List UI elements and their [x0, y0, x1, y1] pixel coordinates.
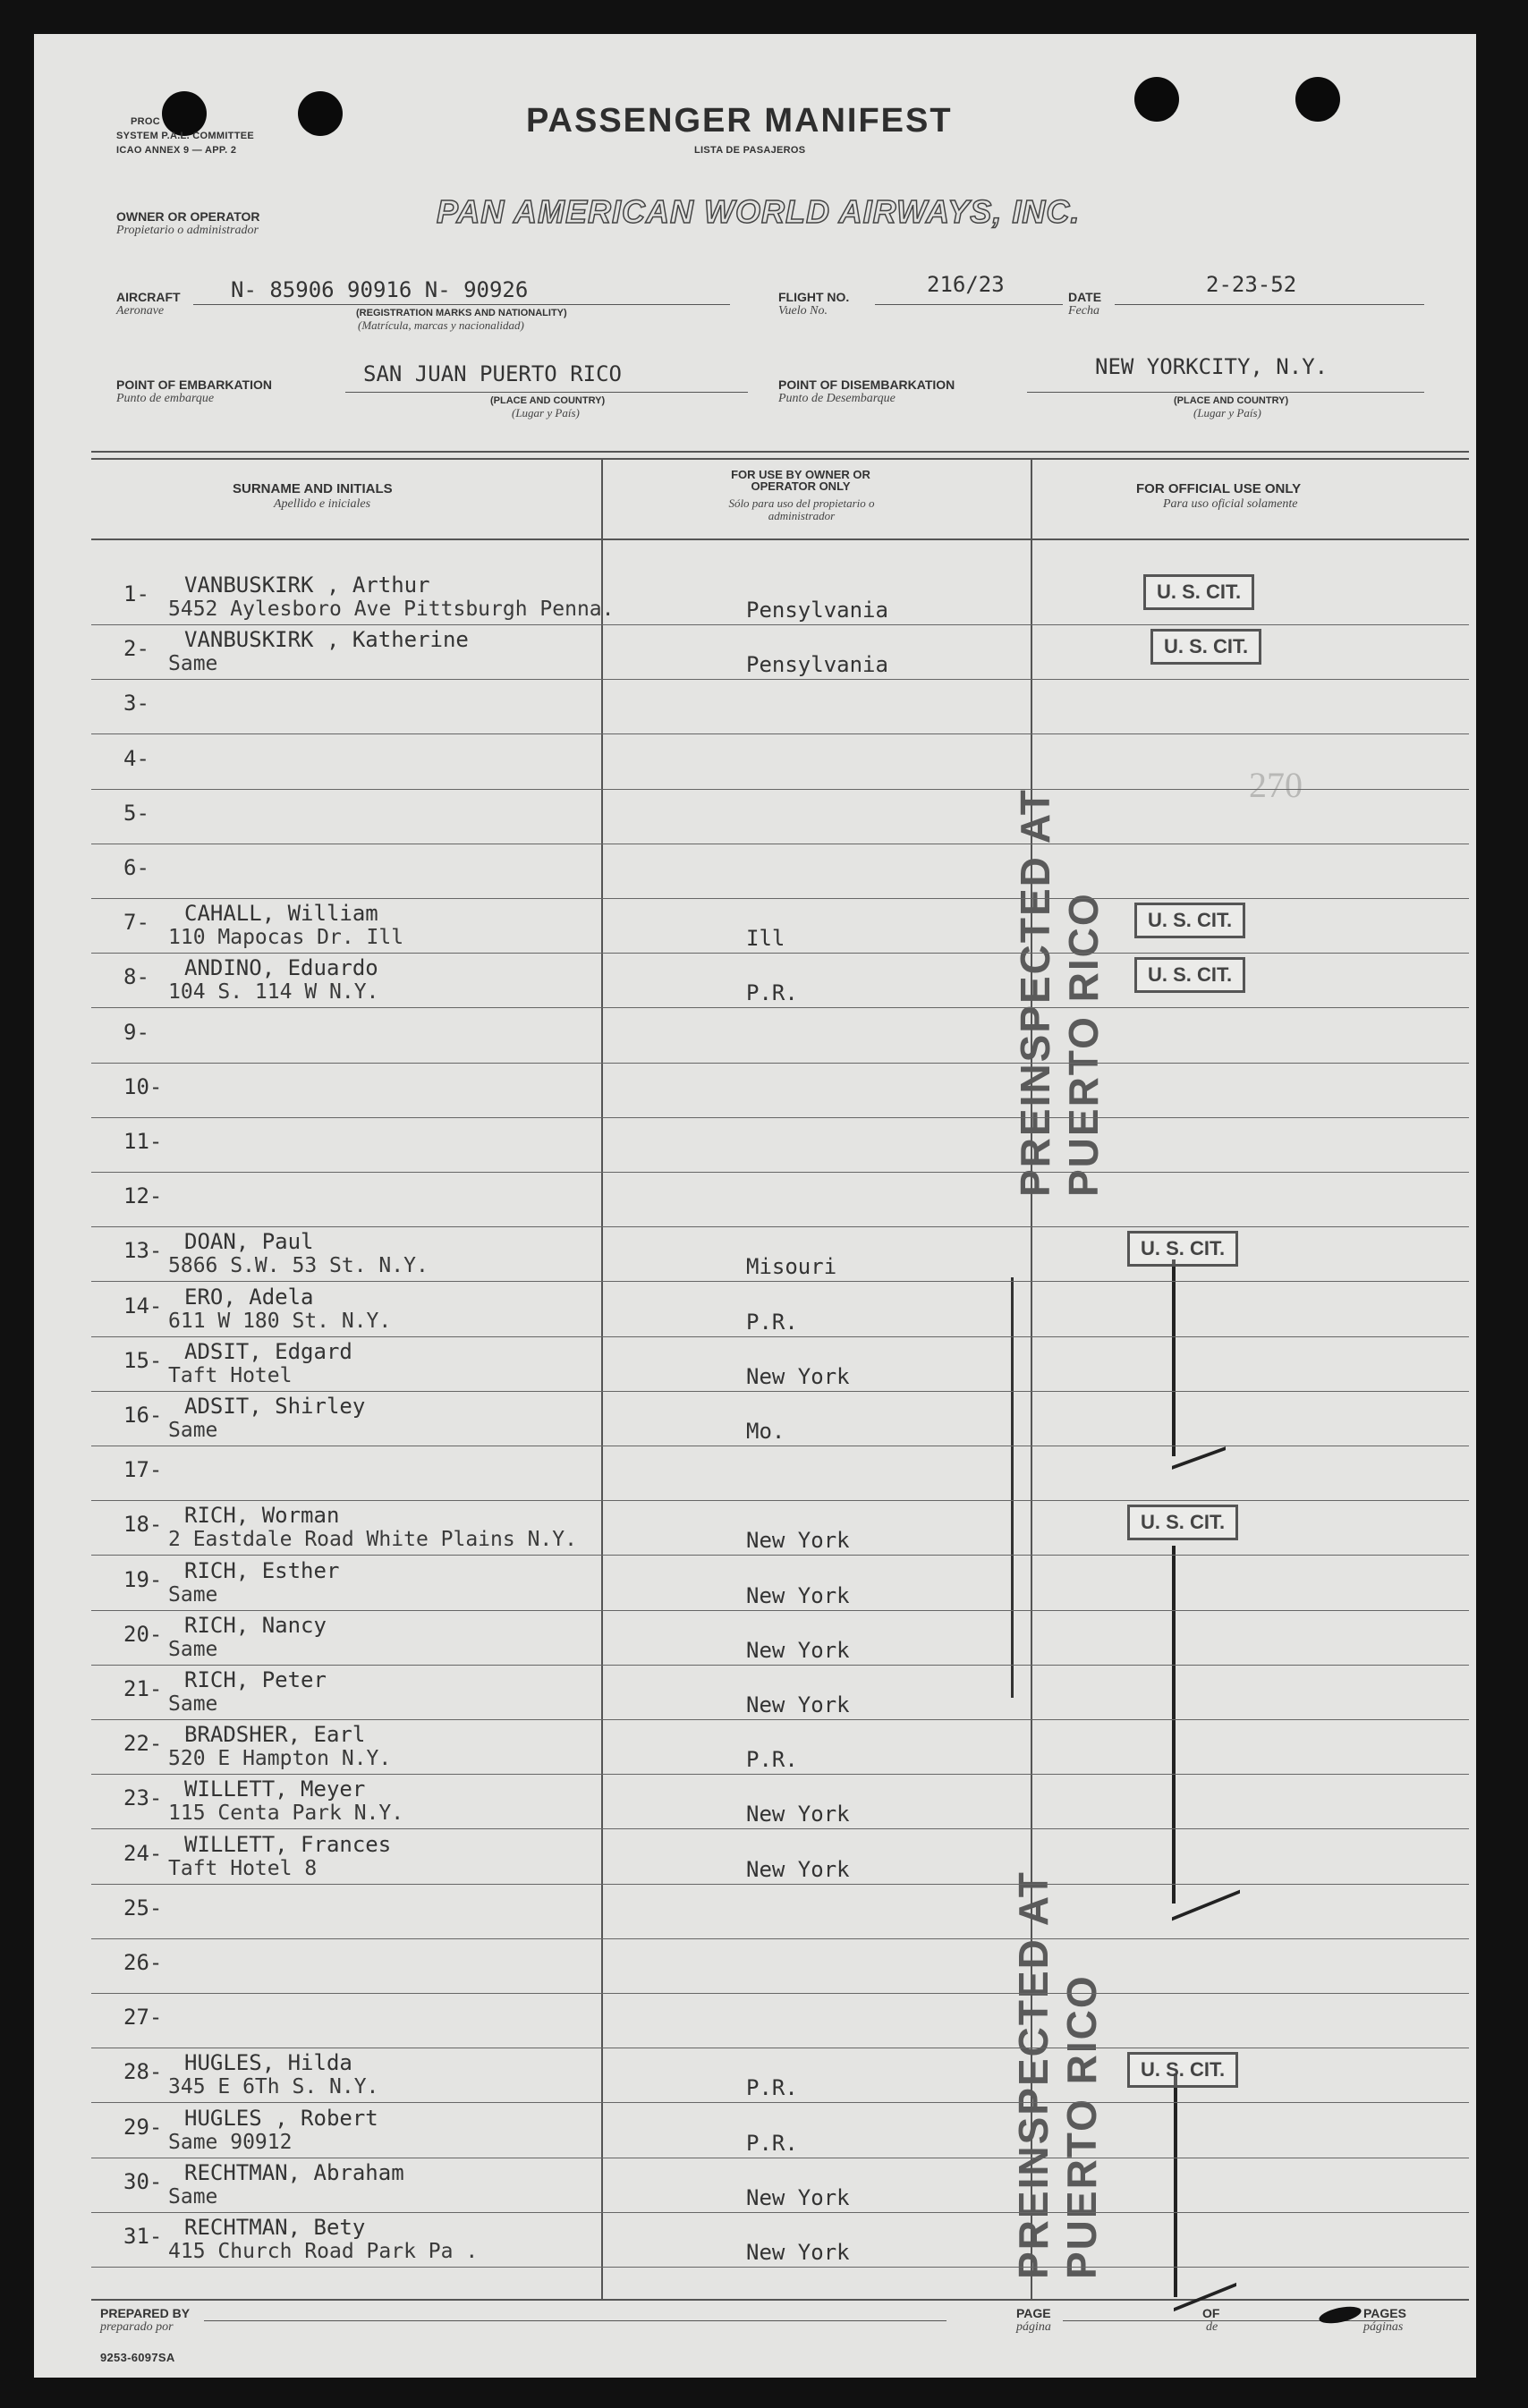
passenger-name: RICH, Peter — [184, 1667, 327, 1692]
row-divider — [91, 2267, 1469, 2268]
page-label: PAGE — [1016, 2306, 1051, 2320]
row-number: 13- — [123, 1238, 163, 1264]
passenger-state: Pensylvania — [746, 598, 888, 623]
owner-label-es: Propietario o administrador — [116, 224, 259, 237]
row-number: 21- — [123, 1676, 163, 1701]
page-subtitle: LISTA DE PASAJEROS — [694, 145, 806, 156]
passenger-state: P.R. — [746, 1747, 798, 1773]
column-header-official-es: Para uso oficial solamente — [1163, 497, 1298, 511]
form-note-1: PROC — [131, 116, 160, 127]
operator-logo: PAN AMERICAN WORLD AIRWAYS, INC. — [437, 193, 1081, 230]
embark-label: POINT OF EMBARKATION — [116, 377, 272, 392]
passenger-address: Same — [168, 1419, 218, 1442]
column-header-owner: FOR USE BY OWNER OR OPERATOR ONLY — [731, 468, 870, 493]
passenger-state: P.R. — [746, 2130, 798, 2156]
of-label: OF — [1202, 2306, 1220, 2320]
faint-number: 270 — [1249, 765, 1303, 805]
table-header-rule — [91, 538, 1469, 540]
passenger-state: Misouri — [746, 1254, 837, 1280]
disembark-place-note: (PLACE AND COUNTRY) — [1174, 395, 1289, 406]
flight-label-es: Vuelo No. — [778, 304, 828, 318]
us-citizen-stamp: U. S. CIT. — [1127, 1505, 1238, 1540]
passenger-name: ANDINO, Eduardo — [184, 955, 378, 981]
table-top-rule-2 — [91, 458, 1469, 460]
row-divider — [91, 1828, 1469, 1829]
passenger-state: New York — [746, 1528, 850, 1554]
passenger-name: ERO, Adela — [184, 1284, 314, 1310]
row-divider — [91, 898, 1469, 899]
passenger-name: VANBUSKIRK , Arthur — [184, 572, 430, 598]
row-divider — [91, 1117, 1469, 1118]
row-number: 16- — [123, 1403, 163, 1428]
row-divider — [91, 1336, 1469, 1337]
passenger-address: Same — [168, 652, 218, 676]
prepared-by-label-es: preparado por — [100, 2320, 174, 2334]
row-number: 4- — [123, 745, 149, 771]
row-number: 5- — [123, 800, 149, 826]
table-bottom-rule — [91, 2299, 1469, 2301]
passenger-state: New York — [746, 1363, 850, 1389]
row-divider — [91, 1555, 1469, 1556]
passenger-address: Taft Hotel — [168, 1363, 293, 1387]
prepared-by-line — [204, 2320, 947, 2321]
row-number: 14- — [123, 1293, 163, 1318]
prepared-by-label: PREPARED BY — [100, 2306, 191, 2320]
passenger-name: DOAN, Paul — [184, 1229, 314, 1255]
row-number: 23- — [123, 1785, 163, 1811]
disembark-label: POINT OF DISEMBARKATION — [778, 377, 955, 392]
passenger-address: Same — [168, 1637, 218, 1661]
row-number: 29- — [123, 2114, 163, 2140]
column-header-official: FOR OFFICIAL USE ONLY — [1136, 481, 1302, 496]
pages-label: PAGES — [1363, 2306, 1406, 2320]
row-divider — [91, 1391, 1469, 1392]
disembark-line — [1027, 392, 1424, 393]
passenger-name: HUGLES , Robert — [184, 2105, 378, 2131]
row-divider — [91, 1226, 1469, 1227]
passenger-state: Ill — [746, 926, 785, 952]
flight-label: FLIGHT NO. — [778, 290, 850, 304]
us-citizen-stamp: U. S. CIT. — [1127, 2052, 1238, 2088]
embark-place-note-es: (Lugar y País) — [512, 406, 580, 420]
passenger-state: New York — [746, 1637, 850, 1663]
passenger-state: New York — [746, 1802, 850, 1827]
column-header-surname-es: Apellido e iniciales — [274, 497, 371, 511]
passenger-name: VANBUSKIRK , Katherine — [184, 627, 469, 653]
passenger-address: Taft Hotel 8 — [168, 1856, 318, 1880]
row-number: 2- — [123, 636, 149, 662]
flight-line — [875, 304, 1063, 305]
passenger-name: RECHTMAN, Abraham — [184, 2159, 404, 2185]
form-note-2: SYSTEM P.A.L. COMMITTEE — [116, 131, 254, 141]
page-title: PASSENGER MANIFEST — [526, 102, 953, 140]
passenger-name: ADSIT, Shirley — [184, 1394, 366, 1419]
row-number: 27- — [123, 2005, 163, 2031]
bracket-tick — [1172, 1420, 1226, 1470]
disembark-value: NEW YORKCITY, N.Y. — [1095, 354, 1329, 379]
embark-place-note: (PLACE AND COUNTRY) — [490, 395, 606, 406]
passenger-address: 520 E Hampton N.Y. — [168, 1747, 392, 1771]
row-divider — [91, 733, 1469, 734]
row-divider — [91, 953, 1469, 954]
row-number: 1- — [123, 581, 149, 606]
passenger-address: Same 90912 — [168, 2130, 293, 2154]
passenger-state: New York — [746, 1856, 850, 1882]
row-number: 22- — [123, 1731, 163, 1757]
ink-blot — [1318, 2303, 1362, 2327]
row-divider — [91, 1007, 1469, 1008]
table-top-rule — [91, 451, 1469, 453]
passenger-address: 5452 Aylesboro Ave Pittsburgh Penna. — [168, 598, 615, 621]
row-number: 7- — [123, 910, 149, 936]
passenger-address: 5866 S.W. 53 St. N.Y. — [168, 1254, 429, 1278]
embark-label-es: Punto de embarque — [116, 392, 215, 405]
punch-hole — [1295, 77, 1340, 122]
passenger-address: 104 S. 114 W N.Y. — [168, 980, 379, 1005]
passenger-address: Same — [168, 1692, 218, 1716]
aircraft-label: AIRCRAFT — [116, 290, 181, 304]
passenger-name: RICH, Esther — [184, 1557, 340, 1583]
page-label-es: página — [1016, 2320, 1051, 2334]
passenger-state: Pensylvania — [746, 652, 888, 678]
date-label: DATE — [1068, 290, 1102, 304]
row-divider — [91, 2212, 1469, 2213]
passenger-state: Mo. — [746, 1419, 785, 1444]
us-citizen-stamp: U. S. CIT. — [1134, 903, 1245, 938]
bracket-line — [1172, 1546, 1176, 1904]
row-number: 17- — [123, 1457, 163, 1483]
row-number: 30- — [123, 2168, 163, 2194]
passenger-state: P.R. — [746, 980, 798, 1006]
row-divider — [91, 1610, 1469, 1611]
row-number: 6- — [123, 855, 149, 880]
row-number: 8- — [123, 964, 149, 990]
passenger-name: BRADSHER, Earl — [184, 1722, 366, 1748]
owner-label: OWNER OR OPERATOR — [116, 209, 260, 224]
passenger-name: RICH, Nancy — [184, 1612, 327, 1638]
row-number: 19- — [123, 1566, 163, 1592]
passenger-state: New York — [746, 2240, 850, 2265]
row-number: 12- — [123, 1183, 163, 1209]
passenger-name: CAHALL, William — [184, 901, 378, 927]
passenger-address: 415 Church Road Park Pa . — [168, 2240, 479, 2263]
passenger-name: RICH, Worman — [184, 1503, 340, 1529]
passenger-address: 611 W 180 St. N.Y. — [168, 1309, 392, 1333]
row-divider — [91, 789, 1469, 790]
passenger-name: RECHTMAN, Bety — [184, 2215, 366, 2240]
row-divider — [91, 1063, 1469, 1064]
passenger-name: WILLETT, Frances — [184, 1831, 392, 1857]
row-number: 18- — [123, 1512, 163, 1538]
row-number: 25- — [123, 1895, 163, 1920]
row-divider — [91, 1665, 1469, 1666]
punch-hole — [298, 91, 343, 136]
row-number: 11- — [123, 1129, 163, 1154]
of-label-es: de — [1206, 2320, 1218, 2334]
passenger-address: 110 Mapocas Dr. Ill — [168, 926, 404, 950]
passenger-name: ADSIT, Edgard — [184, 1338, 352, 1364]
passenger-state: New York — [746, 1582, 850, 1608]
pages-label-es: páginas — [1363, 2320, 1404, 2334]
row-divider — [91, 1993, 1469, 1994]
row-divider — [91, 1774, 1469, 1775]
bracket-line — [1172, 1259, 1176, 1456]
us-citizen-stamp: U. S. CIT. — [1127, 1231, 1238, 1267]
row-divider — [91, 1884, 1469, 1885]
form-note-3: ICAO ANNEX 9 — APP. 2 — [116, 145, 237, 156]
preinspected-stamp-lower: PREINSPECTED AT PUERTO RICO — [1010, 1870, 1105, 2279]
passenger-name: WILLETT, Meyer — [184, 1776, 366, 1802]
row-divider — [91, 1172, 1469, 1173]
pen-line — [1011, 1277, 1014, 1698]
passenger-state: P.R. — [746, 2075, 798, 2101]
row-number: 26- — [123, 1950, 163, 1975]
registration-note: (REGISTRATION MARKS AND NATIONALITY) — [356, 308, 567, 318]
date-label-es: Fecha — [1068, 304, 1099, 318]
passenger-address: 345 E 6Th S. N.Y. — [168, 2075, 379, 2099]
embark-value: SAN JUAN PUERTO RICO — [363, 361, 622, 386]
row-number: 15- — [123, 1347, 163, 1373]
us-citizen-stamp: U. S. CIT. — [1134, 957, 1245, 993]
passenger-address: 115 Centa Park N.Y. — [168, 1802, 404, 1826]
us-citizen-stamp: U. S. CIT. — [1143, 574, 1254, 610]
row-number: 28- — [123, 2059, 163, 2085]
aircraft-line — [193, 304, 730, 305]
row-divider — [91, 1281, 1469, 1282]
row-divider — [91, 1938, 1469, 1939]
passenger-state: New York — [746, 1692, 850, 1717]
punch-hole — [1134, 77, 1179, 122]
passenger-address: Same — [168, 1582, 218, 1607]
passenger-state: New York — [746, 2184, 850, 2210]
passenger-name: HUGLES, Hilda — [184, 2050, 352, 2076]
registration-note-es: (Matrícula, marcas y nacionalidad) — [358, 318, 524, 332]
row-number: 24- — [123, 1840, 163, 1866]
row-divider — [91, 1719, 1469, 1720]
form-number: 9253-6097SA — [100, 2351, 175, 2364]
aircraft-label-es: Aeronave — [116, 304, 165, 318]
row-number: 10- — [123, 1073, 163, 1099]
us-citizen-stamp: U. S. CIT. — [1150, 629, 1261, 665]
row-divider — [91, 2102, 1469, 2103]
row-number: 9- — [123, 1019, 149, 1045]
date-value: 2-23-52 — [1206, 272, 1297, 297]
passenger-state: P.R. — [746, 1309, 798, 1335]
passenger-address: Same — [168, 2184, 218, 2209]
embark-line — [345, 392, 748, 393]
preinspected-stamp-upper: PREINSPECTED AT PUERTO RICO — [1012, 788, 1107, 1197]
row-divider — [91, 624, 1469, 625]
column-header-owner-es: Sólo para uso del propietario o administrador — [728, 496, 875, 522]
flight-value: 216/23 — [927, 272, 1005, 297]
row-divider — [91, 1500, 1469, 1501]
row-number: 31- — [123, 2224, 163, 2249]
manifest-page — [34, 34, 1476, 2378]
date-line — [1115, 304, 1424, 305]
column-header-surname: SURNAME AND INITIALS — [233, 481, 393, 496]
bracket-line — [1174, 2073, 1177, 2297]
row-divider — [91, 679, 1469, 680]
aircraft-value: N- 85906 90916 N- 90926 — [231, 277, 529, 302]
row-number: 20- — [123, 1621, 163, 1647]
disembark-label-es: Punto de Desembarque — [778, 392, 896, 405]
punch-hole — [162, 91, 207, 136]
passenger-address: 2 Eastdale Road White Plains N.Y. — [168, 1528, 577, 1552]
bracket-tick — [1174, 2256, 1236, 2311]
disembark-place-note-es: (Lugar y País) — [1193, 406, 1261, 420]
bracket-tick — [1172, 1863, 1240, 1921]
row-number: 3- — [123, 691, 149, 716]
